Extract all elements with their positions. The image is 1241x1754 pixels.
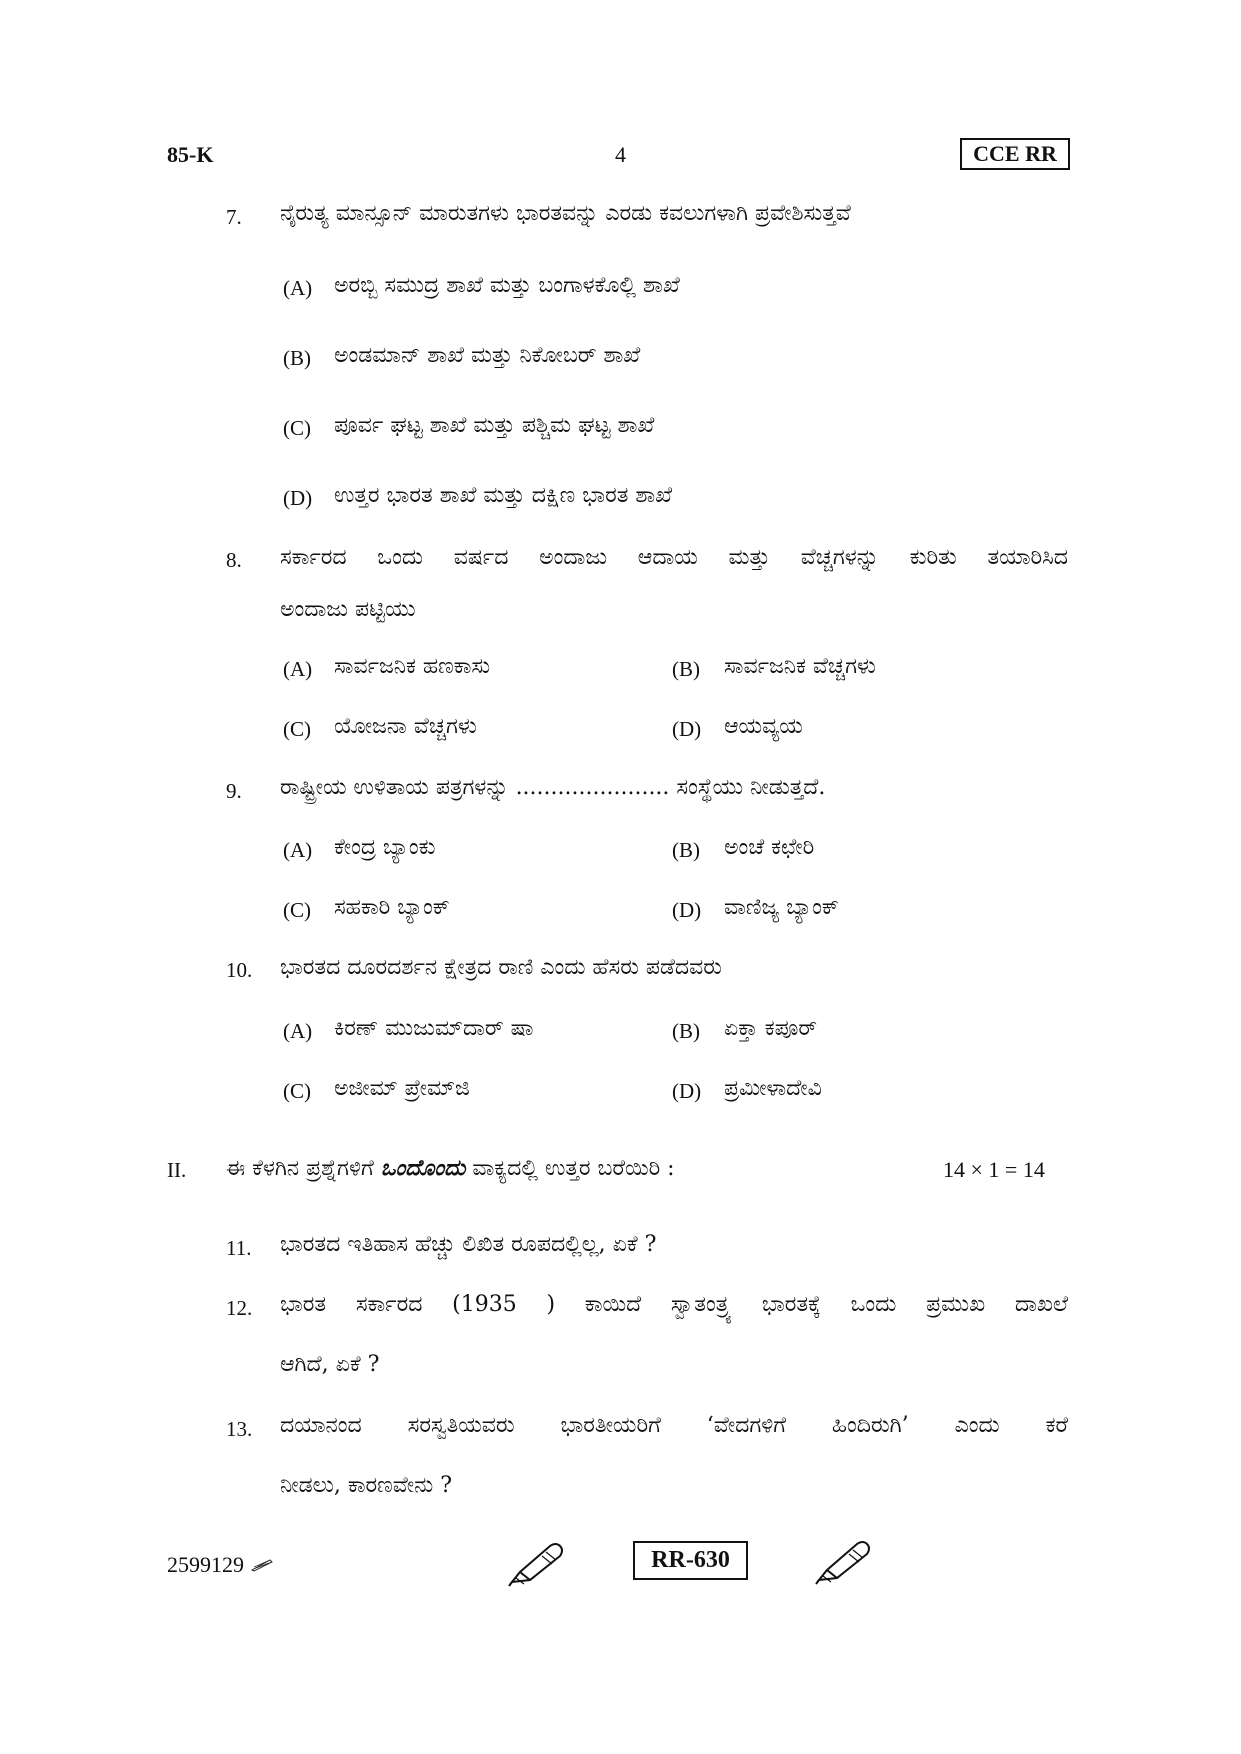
- q7-option-c-text: ಪೂರ್ವ ಘಟ್ಟ ಶಾಖೆ ಮತ್ತು ಪಶ್ಚಿಮ ಘಟ್ಟ ಶಾಖೆ: [334, 413, 655, 438]
- section-2-marks: 14 × 1 = 14: [943, 1157, 1045, 1182]
- small-pen-icon: [250, 1558, 274, 1572]
- q10-option-c-letter: (C): [283, 1079, 311, 1103]
- q8-option-b-text: ಸಾರ್ವಜನಿಕ ವೆಚ್ಚಗಳು: [724, 654, 876, 679]
- paper-code-box: RR-630: [633, 1541, 748, 1580]
- q7-option-a-letter: (A): [283, 276, 313, 300]
- q10-option-a-letter: (A): [283, 1019, 313, 1043]
- q8-option-c-text: ಯೋಜನಾ ವೆಚ್ಚಗಳು: [334, 714, 477, 739]
- question-12-text-line2: ಆಗಿದೆ, ಏಕೆ ?: [280, 1352, 380, 1377]
- section-2-instruction: [226, 1155, 675, 1181]
- q9-option-b-letter: (B): [672, 838, 700, 862]
- question-8-text-line1: ಸರ್ಕಾರದ ಒಂದು ವರ್ಷದ ಅಂದಾಜು ಆದಾಯ ಮತ್ತು ವೆಚ್ಚಗಳನ್ನು ಕುರಿತು ತಯಾರಿಸಿದ: [280, 545, 1068, 570]
- question-12-number: 12.: [226, 1296, 253, 1320]
- q7-option-d-letter: (D): [283, 486, 313, 510]
- question-9-number: 9.: [226, 779, 242, 803]
- question-9-text: ರಾಷ್ಟ್ರೀಯ ಉಳಿತಾಯ ಪತ್ರಗಳನ್ನು ...................... ಸಂಸ್ಥೆಯು ನೀಡುತ್ತದೆ.: [280, 775, 826, 800]
- q9-option-d-letter: (D): [672, 898, 702, 922]
- pen-icon-right: [813, 1538, 875, 1586]
- q10-option-b-letter: (B): [672, 1019, 700, 1043]
- q9-option-d-text: ವಾಣಿಜ್ಯ ಬ್ಯಾಂಕ್: [724, 895, 839, 920]
- question-10-number: 10.: [226, 958, 253, 982]
- section-2-instruction-post: ವಾಕ್ಯದಲ್ಲಿ ಉತ್ತರ ಬರೆಯಿರಿ :: [465, 1156, 675, 1181]
- q10-option-d-letter: (D): [672, 1079, 702, 1103]
- paper-code: 85-K: [167, 142, 214, 167]
- q9-option-b-text: ಅಂಚೆ ಕಛೇರಿ: [724, 835, 815, 860]
- question-11-text: ಭಾರತದ ಇತಿಹಾಸ ಹೆಚ್ಚು ಲಿಖಿತ ರೂಪದಲ್ಲಿಲ್ಲ, ಏಕೆ ?: [280, 1232, 657, 1257]
- q7-option-d-text: ಉತ್ತರ ಭಾರತ ಶಾಖೆ ಮತ್ತು ದಕ್ಷಿಣ ಭಾರತ ಶಾಖೆ: [334, 483, 673, 508]
- section-2-instruction-bold: ಒಂದೊಂದು: [380, 1155, 466, 1181]
- question-8-text-line2: ಅಂದಾಜು ಪಟ್ಟಿಯು: [280, 597, 416, 622]
- question-8-number: 8.: [226, 548, 242, 572]
- q7-option-a-text: ಅರಬ್ಬಿ ಸಮುದ್ರ ಶಾಖೆ ಮತ್ತು ಬಂಗಾಳಕೊಲ್ಲಿ ಶಾಖೆ: [334, 273, 680, 298]
- q7-option-b-letter: (B): [283, 346, 311, 370]
- serial-number: [167, 1552, 274, 1578]
- q9-option-a-text: ಕೇಂದ್ರ ಬ್ಯಾಂಕು: [334, 835, 436, 860]
- q9-option-c-letter: (C): [283, 898, 311, 922]
- page-number: 4: [615, 142, 626, 167]
- q8-option-c-letter: (C): [283, 717, 311, 741]
- question-7-number: 7.: [226, 205, 242, 229]
- series-label-box: CCE RR: [960, 138, 1070, 170]
- q10-option-c-text: ಅಜೀಮ್ ಪ್ರೇಮ್‌ಜಿ: [334, 1076, 470, 1101]
- q9-option-a-letter: (A): [283, 838, 313, 862]
- question-7-text: ನೈರುತ್ಯ ಮಾನ್ಸೂನ್ ಮಾರುತಗಳು ಭಾರತವನ್ನು ಎರಡು ಕವಲುಗಳಾಗಿ ಪ್ರವೇಶಿಸುತ್ತವೆ: [280, 201, 851, 226]
- q10-option-b-text: ಏಕ್ತಾ ಕಪೂರ್: [724, 1016, 818, 1041]
- question-12-text-line1: ಭಾರತ ಸರ್ಕಾರದ (1935 ) ಕಾಯಿದೆ ಸ್ವಾತಂತ್ರ್ಯ ಭಾರತಕ್ಕೆ ಒಂದು ಪ್ರಮುಖ ದಾಖಲೆ: [280, 1292, 1068, 1317]
- q8-option-a-letter: (A): [283, 657, 313, 681]
- serial-number-text: 2599129: [167, 1552, 244, 1577]
- pen-icon-left: [506, 1540, 568, 1588]
- q7-option-b-text: ಅಂಡಮಾನ್ ಶಾಖೆ ಮತ್ತು ನಿಕೋಬರ್ ಶಾಖೆ: [334, 343, 641, 368]
- question-11-number: 11.: [226, 1236, 252, 1260]
- question-10-text: ಭಾರತದ ದೂರದರ್ಶನ ಕ್ಷೇತ್ರದ ರಾಣಿ ಎಂದು ಹೆಸರು ಪಡೆದವರು: [280, 955, 722, 980]
- section-2-instruction-pre: ಈ ಕೆಳಗಿನ ಪ್ರಶ್ನೆಗಳಿಗೆ: [226, 1156, 381, 1181]
- section-2-roman: II.: [167, 1158, 187, 1182]
- q8-option-d-letter: (D): [672, 717, 702, 741]
- question-13-number: 13.: [226, 1417, 253, 1441]
- q8-option-b-letter: (B): [672, 657, 700, 681]
- question-13-text-line1: ದಯಾನಂದ ಸರಸ್ವತಿಯವರು ಭಾರತೀಯರಿಗೆ ‘ವೇದಗಳಿಗೆ ಹಿಂದಿರುಗಿ’ ಎಂದು ಕರೆ: [280, 1413, 1068, 1438]
- q8-option-a-text: ಸಾರ್ವಜನಿಕ ಹಣಕಾಸು: [334, 654, 491, 679]
- q7-option-c-letter: (C): [283, 416, 311, 440]
- q9-option-c-text: ಸಹಕಾರಿ ಬ್ಯಾಂಕ್: [334, 895, 450, 920]
- q10-option-a-text: ಕಿರಣ್ ಮುಜುಮ್‌ದಾರ್ ಷಾ: [334, 1016, 534, 1041]
- q10-option-d-text: ಪ್ರಮೀಳಾದೇವಿ: [724, 1076, 822, 1101]
- q8-option-d-text: ಆಯವ್ಯಯ: [724, 714, 803, 739]
- question-13-text-line2: ನೀಡಲು, ಕಾರಣವೇನು ?: [280, 1473, 453, 1498]
